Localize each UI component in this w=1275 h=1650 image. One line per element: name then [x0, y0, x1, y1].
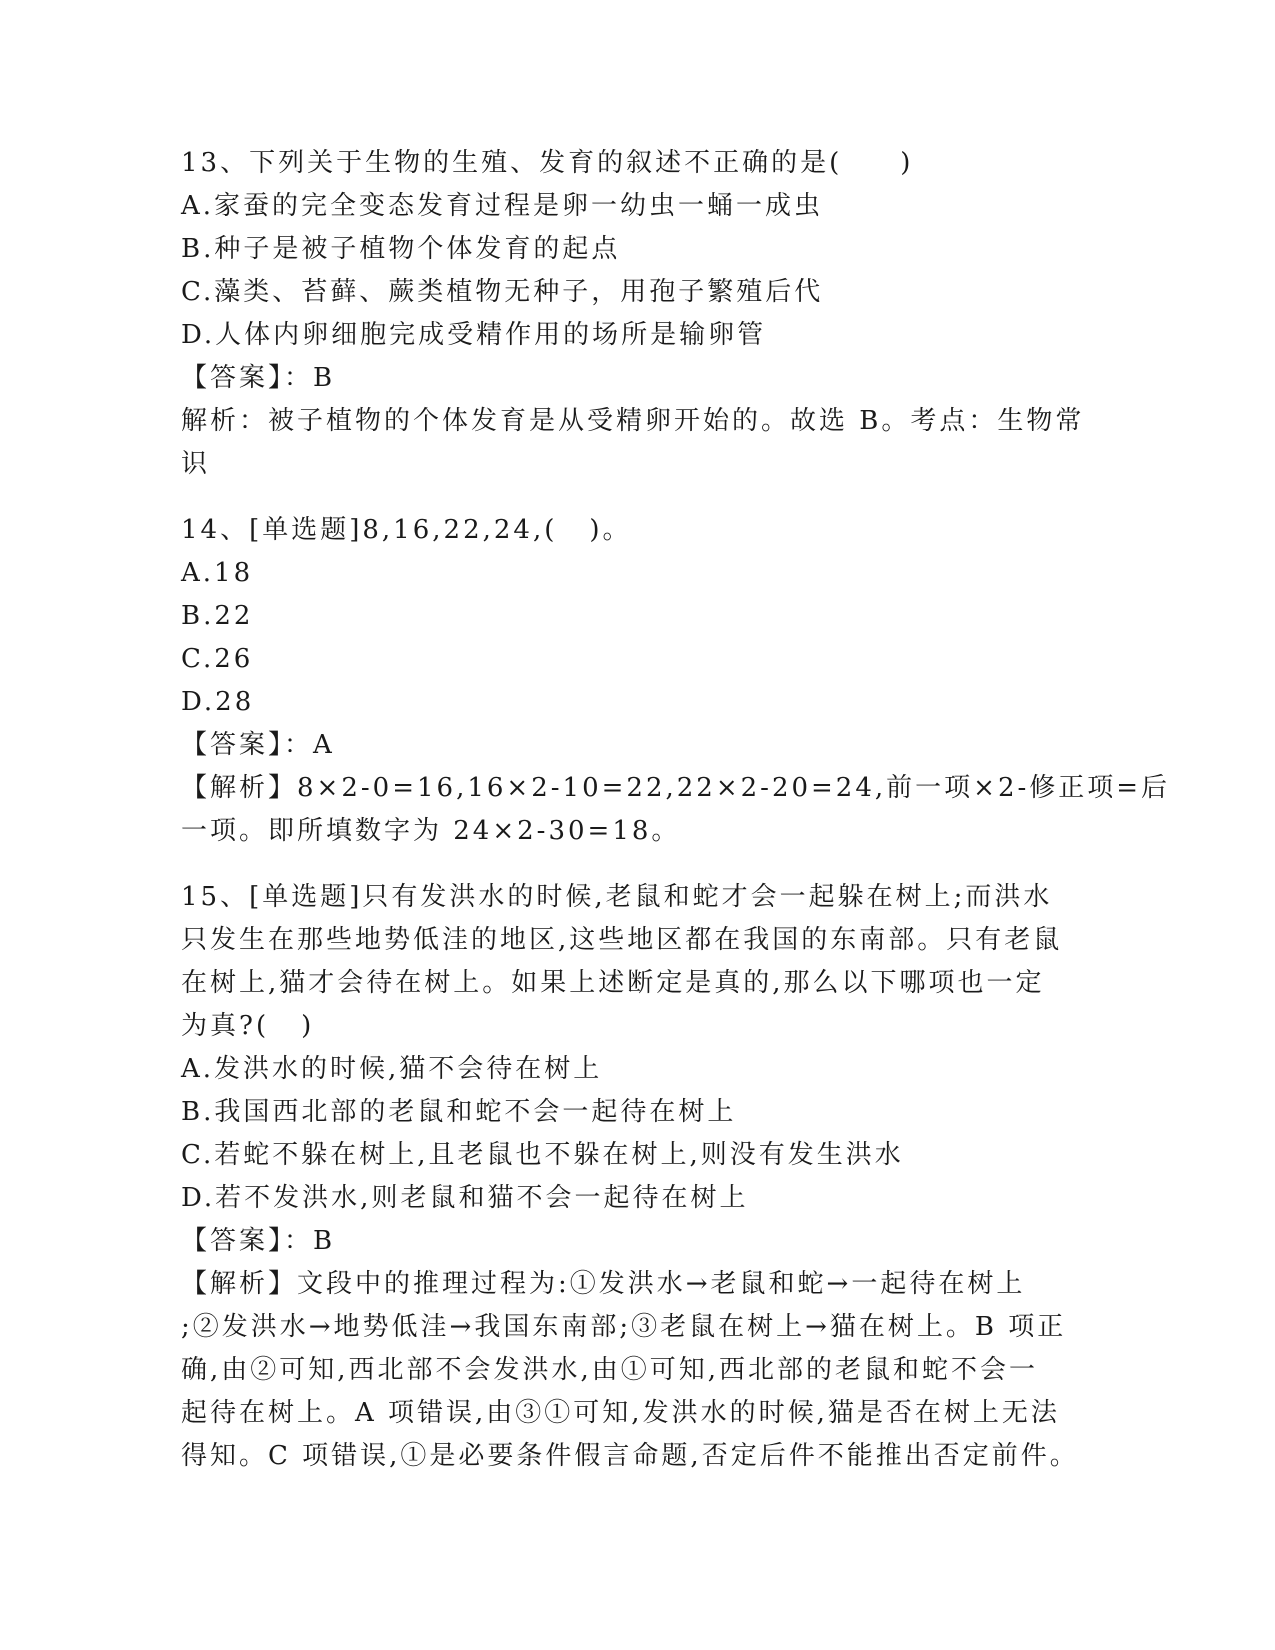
explanation-line: 一项。即所填数字为 24×2-30=18。	[181, 816, 681, 846]
document-page	[181, 142, 1171, 1478]
option-c: C.藻类、苔藓、蕨类植物无种子，用孢子繁殖后代	[181, 277, 824, 307]
question-stem: 13、下列关于生物的生殖、发育的叙述不正确的是( )	[181, 148, 914, 178]
option-d: D.人体内卵细胞完成受精作用的场所是输卵管	[181, 320, 767, 350]
question-stem: 15、[单选题]只有发洪水的时候,老鼠和蛇才会一起躲在树上;而洪水	[181, 882, 1053, 912]
explanation-line: 识	[181, 449, 211, 479]
option-d: D.28	[181, 687, 255, 717]
option-a: A.家蚕的完全变态发育过程是卵一幼虫一蛹一成虫	[181, 191, 824, 221]
question-stem: 为真?( )	[181, 1011, 315, 1041]
explanation-line: 解析：被子植物的个体发育是从受精卵开始的。故选 B。考点：生物常	[181, 406, 1085, 436]
option-c: C.26	[181, 644, 254, 674]
option-c: C.若蛇不躲在树上,且老鼠也不躲在树上,则没有发生洪水	[181, 1140, 904, 1170]
explanation-line: ;②发洪水→地势低洼→我国东南部;③老鼠在树上→猫在树上。B 项正	[181, 1312, 1067, 1342]
option-b: B.种子是被子植物个体发育的起点	[181, 234, 621, 264]
answer: 【答案】：B	[181, 363, 336, 393]
question-stem: 14、[单选题]8,16,22,24,( )。	[181, 515, 632, 545]
explanation-line: 起待在树上。A 项错误,由③①可知,发洪水的时候,猫是否在树上无法	[181, 1398, 1060, 1428]
explanation-line: 【解析】文段中的推理过程为:①发洪水→老鼠和蛇→一起待在树上	[181, 1269, 1026, 1299]
question-13	[181, 142, 1085, 486]
option-b: B.我国西北部的老鼠和蛇不会一起待在树上	[181, 1097, 737, 1127]
answer: 【答案】：A	[181, 730, 335, 760]
explanation-line: 得知。C 项错误,①是必要条件假言命题,否定后件不能推出否定前件。	[181, 1441, 1079, 1471]
answer: 【答案】：B	[181, 1226, 336, 1256]
question-15	[181, 876, 1079, 1478]
question-14	[181, 509, 1171, 853]
question-stem: 在树上,猫才会待在树上。如果上述断定是真的,那么以下哪项也一定	[181, 968, 1045, 998]
section-gap	[181, 853, 1051, 876]
section-gap	[181, 486, 1051, 509]
question-stem: 只发生在那些地势低洼的地区,这些地区都在我国的东南部。只有老鼠	[181, 925, 1063, 955]
option-d: D.若不发洪水,则老鼠和猫不会一起待在树上	[181, 1183, 749, 1213]
option-a: A.发洪水的时候,猫不会待在树上	[181, 1054, 603, 1084]
option-a: A.18	[181, 558, 254, 588]
explanation-line: 确,由②可知,西北部不会发洪水,由①可知,西北部的老鼠和蛇不会一	[181, 1355, 1039, 1385]
option-b: B.22	[181, 601, 254, 631]
explanation-line: 【解析】8×2-0=16,16×2-10=22,22×2-20=24,前一项×2-修正项=后	[181, 773, 1171, 803]
